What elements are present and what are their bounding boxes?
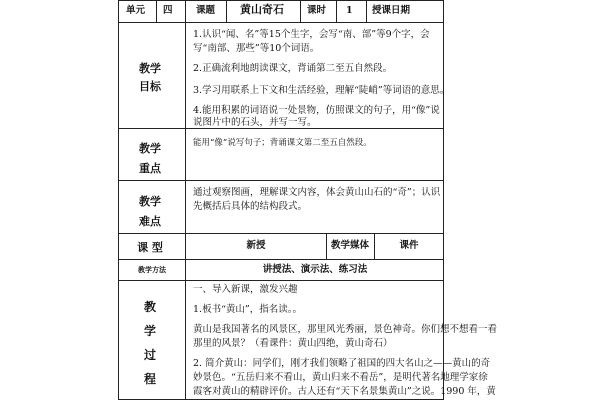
period-label: 课时 xyxy=(307,5,327,16)
row-divider xyxy=(118,233,444,234)
process-label-1: 教 xyxy=(143,300,156,314)
col-divider xyxy=(156,0,157,22)
col-divider xyxy=(185,22,186,400)
col-divider xyxy=(226,0,227,22)
key-points-label-1: 教学 xyxy=(139,142,161,155)
course-type-value: 新授 xyxy=(246,240,266,251)
goal-2: 2.正确流利地朗读课文，背诵第二至五自然段。 xyxy=(193,63,393,74)
process-label-4: 程 xyxy=(143,372,156,386)
key-points-label-2: 重点 xyxy=(139,162,161,175)
col-divider xyxy=(185,0,186,22)
goal-4-line-1: 4.能用积累的词语说一处景物，仿照课文的句子，用“像”说 xyxy=(193,105,440,116)
key-points-text: 能用“像”说写句子；背诵课文第二至五自然段。 xyxy=(193,138,372,148)
methods-value: 讲授法、演示法、练习法 xyxy=(262,264,368,275)
difficulties-line-2: 先概括后具体的结构段式。 xyxy=(193,201,308,212)
period-value: 1 xyxy=(346,5,353,16)
col-divider xyxy=(336,0,337,22)
row-divider xyxy=(118,22,444,23)
difficulties-label-2: 难点 xyxy=(139,215,161,228)
methods-label: 教学方法 xyxy=(138,265,166,274)
row-divider xyxy=(118,259,444,260)
col-divider xyxy=(366,0,367,22)
media-value: 课件 xyxy=(399,240,419,251)
media-label: 教学媒体 xyxy=(330,240,369,251)
process-label-2: 学 xyxy=(143,324,156,338)
unit-value: 四 xyxy=(163,5,173,16)
process-line-7: 霞客对黄山的精辟评价。古人还有“天下名景集黄山”之说。1990 年，黄 xyxy=(193,386,496,397)
goals-label-2: 目标 xyxy=(139,80,161,93)
process-line-3: 黄山是我国著名的风景区，那里风光秀丽，景色神奇。你们想不想看一看 xyxy=(193,324,498,335)
course-type-label: 课 型 xyxy=(137,241,163,254)
goals-label-1: 教学 xyxy=(139,62,161,75)
process-line-4: 那里的风景？（看课件：黄山四绝，黄山奇石） xyxy=(193,338,393,349)
col-divider xyxy=(300,0,301,22)
process-label-3: 过 xyxy=(143,348,156,362)
process-line-5: 2. 简介黄山：同学们，刚才我们领略了祖国的四大名山之——黄山的奇 xyxy=(193,358,491,369)
topic-label: 课题 xyxy=(196,5,216,16)
goal-3: 3.学习用联系上下文和生活经验，理解“陡峭”等词语的意思。 xyxy=(193,85,450,96)
difficulties-line-1: 通过观察图画，理解课文内容，体会黄山山石的“奇”；认识 xyxy=(193,187,441,198)
process-line-6: 妙景色。“五岳归来不看山，黄山归来不看岳”，是明代著名地理学家徐 xyxy=(193,372,488,383)
goal-1-line-2: 写“南部、那些”等10个词语。 xyxy=(193,43,320,54)
goal-1-line-1: 1.认识“闻、名”等15个生字，会写“南、部”等9个字，会 xyxy=(193,29,430,40)
row-divider xyxy=(118,180,444,181)
topic-value: 黄山奇石 xyxy=(240,3,284,16)
process-line-2: 1.板书“黄山”，指名读。。 xyxy=(193,304,303,315)
process-line-1: 一、导入新课，激发兴趣 xyxy=(193,284,298,295)
goal-4-line-2: 说图片中的石头，并写一写。 xyxy=(193,117,317,128)
date-label: 授课日期 xyxy=(372,5,411,16)
row-divider xyxy=(118,280,444,281)
difficulties-label-1: 教学 xyxy=(139,195,161,208)
unit-label: 单元 xyxy=(126,5,146,16)
